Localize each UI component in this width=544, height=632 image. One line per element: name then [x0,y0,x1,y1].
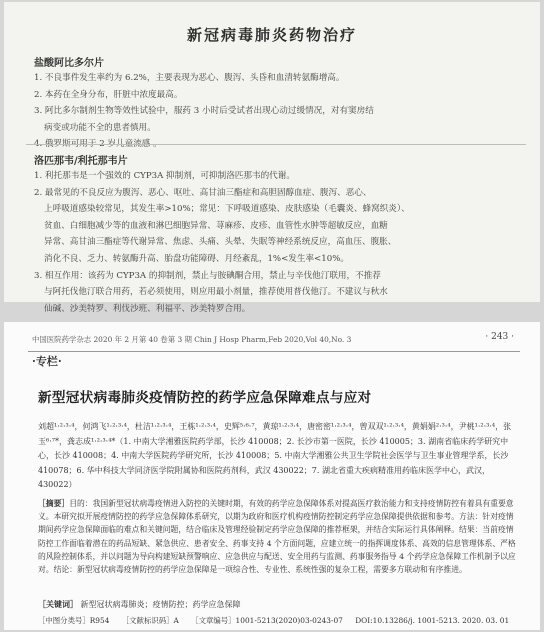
abstract-text: 目的：我国新型冠状病毒疫情进入防控的关键时期，有效的药学应急保障体系对提高医疗救治能力和支持疫情防控有着具有重要意义。本研究拟开展疫情防控的药学应急保障体系研究，以期为政府和医疗机构疫情防控制定药学应急保障提供依据和参考。方法：针对疫情期间药学应急保障面临的难点和关键问题，结合临床及管理经验制定药学应急保障的推荐框架，并结合实际运行具体阐释。结果：当前疫情防控工作面临着潜在的药品短缺、紧急供应、患者安全、药事支持 4 个方面问题，应建立统一的指挥调度体系、高效的信息管理体系、严格的风险控制体系，并以问题为导向构建短缺预警响应、应急供应与配送、安全用药与监测、药事服务指导 4 个药学应急保障工作机制予以应对。结论：新型冠状病毒疫情防控的药学应急保障是一项综合性、专业性、系统性强的复杂工程，需要多方联动和有序推进。 [38,499,516,575]
list-item: 异常、高甘油三酯症等代谢异常、焦虑、头痛、头晕、失眠等神经系统反应，高血压、腹胀、 [44,237,397,248]
list-item: 上呼吸道感染较常见，其发生率>10%；常见：下呼吸道感染、皮肤感染（毛囊炎、蜂窝织炎）、 [44,204,410,215]
list-item: 病变或功能不全的患者慎用。 [44,122,156,133]
list-item: 贫血、白细胞减少等的血液和淋巴细胞异常、荨麻疹、皮疹、血管性水肿等超敏反应，血糖 [44,220,388,231]
header-rule [28,351,520,352]
journal-header: 中国医院药学杂志 2020 年 2 月第 40 卷第 3 期 Chin J Hosp Pharm,Feb 2020,Vol 40,No. 3 [32,335,352,344]
document-code: ［文献标识码］A [121,616,179,625]
list-item: 仙碱、沙美特罗、利伐沙班、利福平、沙美特罗合用。 [44,303,251,314]
list-item: 消化不良、乏力、转氨酶升高、胎盘功能障碍、月经紊乱，1%<发生率<10%。 [44,253,349,264]
page-number: · 243 · [485,332,514,342]
list-item: 3. 相互作用：该药为 CYP3A 的抑制剂，禁止与胺碘酮合用，禁止与辛伐他汀联用，不推荐 [34,270,381,281]
list-item: 3. 阿比多尔制剂生物等效性试验中，服药 3 小时后受试者出现心动过缓情况，对有窦房结 [34,106,374,117]
page-title: 新冠病毒肺炎药物治疗 [186,26,357,44]
classification-number: ［中图分类号］R954 [38,616,110,625]
abstract [38,497,518,576]
list-item: 2. 最常见的不良反应为腹泻、恶心、呕吐、高甘油三酯症和高胆固醇血症、腹泻、恶心、 [34,187,372,198]
classification-line [38,615,518,626]
keywords-text: 新型冠状病毒肺炎；疫情防控；药学应急保障 [80,600,241,609]
abstract-label: ［摘要］ [38,499,70,508]
section-heading: 洛匹那韦/利托那韦片 [34,156,128,167]
divider [26,144,526,145]
doi: DOI:10.13286/j. 1001-5213. 2020. 03. 01 [355,616,510,625]
keywords-label: ［关键词］ [38,599,78,609]
article-title: 新型冠状病毒肺炎疫情防控的药学应急保障难点与应对 [38,390,372,406]
section-heading: 盐酸阿比多尔片 [34,58,104,69]
article-number: ［文章编号］1001-5213(2020)03-0243-07 [191,616,343,625]
keywords [38,599,518,610]
lower-page [4,322,540,630]
upper-page [4,2,540,314]
list-item: 与阿托伐他汀联合用药，若必须使用，则应用最小剂量，推荐使用普伐他汀。不建议与秋水 [44,287,388,298]
list-item: 2. 本药在全身分布，肝脏中浓度最高。 [34,89,183,100]
author-list: 刘超¹·²·³·⁴，何鸿飞¹·²·³·⁴，杜洁¹·²·³·⁴，王栋¹·²·³·⁴，史辉⁵·⁶·⁷，黄琼¹·²·³·⁴，唐密密¹·²·³·⁴，曾双双¹·²·³·⁴，黄娟娟²·³·⁴，尹桃¹·²·³·⁴，张玉⁶·⁷*，龚志成¹·²·³·⁴*（1. 中南大学湘雅医院药学部，长沙 410008；2. 长沙市第一医院，长沙 410005；3. 湖南省临床药学研究中心，长沙 410008；4. 中南大学医院药学研究所，长沙 410008；5. 中南大学湘雅公共卫生学院社会医学与卫生事业管理学系，长沙 410078；6. 华中科技大学同济医学院附属协和医院药剂科，武汉 430022；7. 湖北省重大疾病精准用药临床医学中心，武汉，430022） [38,422,512,489]
arbidol-section [34,54,524,153]
list-item: 1. 不良事件发生率约为 6.2%，主要表现为恶心、腹泻、头昏和血清转氨酶增高。 [34,73,345,83]
column-label: ·专栏· [32,355,62,368]
list-item: 1. 利托那韦是一个强效的 CYP3A 抑制剂，可抑制洛匹那韦的代谢。 [34,171,295,181]
lopinavir-section [34,152,524,317]
